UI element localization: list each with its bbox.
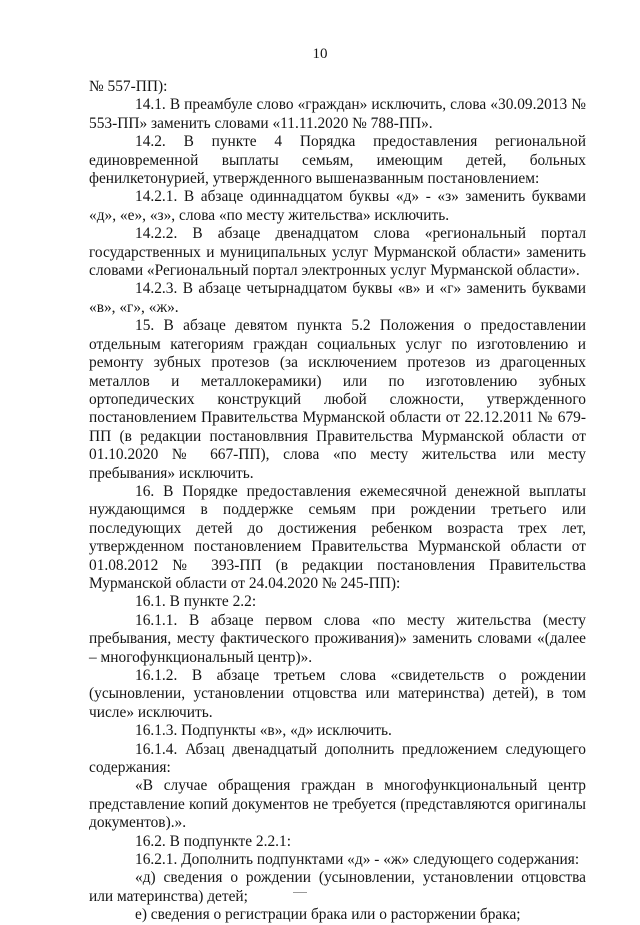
paragraph-14-2-3: 14.2.3. В абзаце четырнадцатом буквы «в» и «г» заменить буквами «в», «г», «ж».: [89, 280, 586, 316]
paragraph-14-2-2: 14.2.2. В абзаце двенадцатом слова «региональный портал государственных и муниципальных услуг Мурманской области» заменить словами «Региональный портал электронных услуг Мурманской области».: [89, 225, 586, 280]
paragraph-16-1-3: 16.1.3. Подпункты «в», «д» исключить.: [135, 722, 392, 740]
paragraph-item-e: е) сведения о регистрации брака или о расторжении брака;: [135, 906, 521, 924]
paragraph-16-2-1: 16.2.1. Дополнить подпунктами «д» - «ж» следующего содержания:: [135, 851, 580, 869]
paragraph-16-1: 16.1. В пункте 2.2:: [135, 593, 257, 611]
paragraph-14-2: 14.2. В пункте 4 Порядка предоставления региональной единовременной выплаты семьям, имеющим детей, больных фенилкетонурией, утвержденного вышеназванным постановлением:: [89, 133, 586, 188]
paragraph-item-d: «д) сведения о рождении (усыновлении, установлении отцовства или материнства) детей;: [89, 869, 586, 905]
paragraph-continuation: № 557-ПП):: [89, 78, 168, 95]
document-body: [89, 78, 586, 925]
paragraph-16: 16. В Порядке предоставления ежемесячной денежной выплаты нуждающимся в поддержке семьям при рождении третьего или последующих детей до достижения ребенком возраста трех лет, утвержденном постановлением Правительства Мурманской области от 01.08.2012 № 393-ПП (в редакции постановления Правительства Мурманской области от 24.04.2020 № 245-ПП):: [89, 482, 586, 592]
paragraph-16-1-1: 16.1.1. В абзаце первом слова «по месту жительства (месту пребывания, месту фактического проживания)» заменить словами «(далее – многофункциональный центр)».: [89, 611, 586, 666]
paragraph-quote: «В случае обращения граждан в многофункциональный центр представление копий документов не требуется (представляются оригиналы документов).».: [89, 777, 586, 832]
page-number: 10: [312, 46, 328, 62]
paragraph-16-2: 16.2. В подпункте 2.2.1:: [135, 832, 291, 850]
paragraph-14-2-1: 14.2.1. В абзаце одиннадцатом буквы «д» - «з» заменить буквами «д», «е», «з», слова «по месту жительства» исключить.: [89, 188, 586, 224]
paragraph-16-1-2: 16.1.2. В абзаце третьем слова «свидетельств о рождении (усыновлении, установлении отцовства или материнства) детей), в том числе» исключить.: [89, 667, 586, 721]
footer-mark: [293, 892, 307, 893]
paragraph-15: 15. В абзаце девятом пункта 5.2 Положения о предоставлении отдельным категориям граждан социальных услуг по изготовлению и ремонту зубных протезов (за исключением протезов из драгоценных металлов и металлокерамики) или по изготовлению зубных ортопедических конструкций любой сложности, утвержденного постановлением Правительства Мурманской области от 22.12.2011 № 679-ПП (в редакции постановлвния Правительства Мурманской области от 01.10.2020 № 667-ПП), слова «по месту жительства или месту пребывания» исключить.: [89, 317, 586, 482]
paragraph-14-1: 14.1. В преамбуле слово «граждан» исключить, слова «30.09.2013 № 553-ПП» заменить словами «11.11.2020 № 788-ПП».: [89, 96, 586, 132]
paragraph-16-1-4: 16.1.4. Абзац двенадцатый дополнить предложением следующего содержания:: [89, 740, 586, 777]
